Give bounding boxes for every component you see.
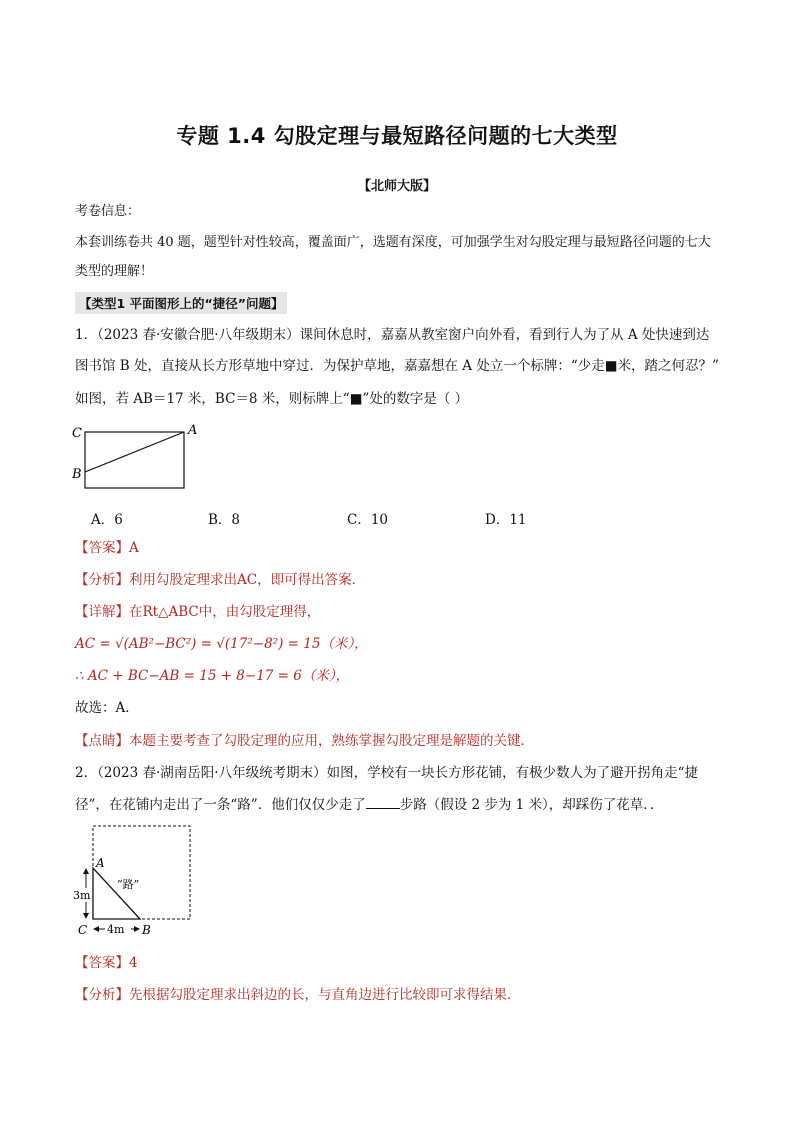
q2-road-label: “路” [117, 878, 140, 891]
q1-option-b: B．8 [208, 512, 241, 528]
q2-text-line-2b: 步路（假设 2 步为 1 米），却踩伤了花草．． [399, 797, 664, 813]
q1-answer-value: A [129, 540, 139, 556]
q1-answer-tag: 【答案】 [75, 540, 129, 556]
q2-text-line-2 [75, 795, 735, 815]
q1-detail [75, 602, 735, 622]
q2-answer [75, 953, 735, 973]
q2-flowerbed-figure [70, 822, 200, 940]
q1-analysis [75, 570, 735, 590]
q1-comment [75, 731, 735, 751]
q2-analysis-text: 先根据勾股定理求出斜边的长，与直角边进行比较即可求得结果． [129, 987, 521, 1003]
q1-choice: 故选：A． [75, 700, 139, 716]
page-title: 专题 1.4 勾股定理与最短路径问题的七大类型 [176, 124, 618, 148]
q2-answer-blank [366, 796, 400, 809]
q1-label-c: C [72, 426, 82, 441]
q2-text-line-2a: 径”，在花铺内走出了一条“路”．他们仅仅少走了 [75, 797, 366, 813]
q2-label-a: A [96, 856, 105, 870]
q2-label-c: C [78, 923, 88, 937]
q1-answer [75, 538, 735, 558]
q2-text-line-1: 2．（2023 春·湖南岳阳·八年级统考期末）如图，学校有一块长方形花铺，有极少数人为了避开拐角走“捷 [75, 765, 698, 781]
intro-line-1: 本套训练卷共 40 题，题型针对性较高，覆盖面广，选题有深度，可加强学生对勾股定理与最短路径问题的七大 [75, 235, 711, 250]
q2-answer-value: 4 [129, 955, 138, 971]
q2-base-arrow-left [93, 926, 99, 932]
q1-equation-2: ∴ AC + BC−AB = 15 + 8−17 = 6（米）， [75, 668, 350, 684]
q1-label-a: A [188, 423, 198, 438]
q2-right-triangle [93, 868, 140, 919]
q1-rectangle [85, 432, 184, 488]
q1-equation-1: AC = √(AB²−BC²) = √(17²−8²) = 15（米）， [75, 636, 368, 652]
intro-line-2: 类型的理解！ [75, 264, 154, 279]
q1-text-line-1: 1．（2023 春·安徽合肥·八年级期末）课间休息时，嘉嘉从教室窗户向外看，看到行人为了从 A 处快速到达 [75, 327, 710, 343]
q2-height-arrow-bottom [83, 913, 89, 919]
q1-label-b: B [72, 467, 82, 482]
edition-label: 【北师大版】 [357, 179, 436, 194]
q2-answer-tag: 【答案】 [75, 955, 129, 971]
q1-comment-tag: 【点睛】 [75, 733, 129, 749]
q1-detail-text: 在Rt△ABC中，由勾股定理得， [129, 604, 321, 620]
q1-option-a: A．6 [91, 512, 123, 528]
q2-label-b: B [142, 923, 151, 937]
q1-text-line-2: 图书馆 B 处，直接从长方形草地中穿过．为保护草地，嘉嘉想在 A 处立一个标牌：“少走■米，踏之何忍？” [75, 358, 719, 374]
q2-flowerbed-outline [93, 826, 190, 919]
q2-base-length-label: 4m [107, 923, 125, 936]
q1-detail-tag: 【详解】 [75, 604, 129, 620]
q1-option-d: D．11 [485, 512, 527, 528]
q1-analysis-text: 利用勾股定理求出AC，即可得出答案． [129, 572, 366, 588]
intro-label: 考卷信息： [75, 204, 141, 219]
q1-analysis-tag: 【分析】 [75, 572, 129, 588]
q2-base-arrow-right [134, 926, 140, 932]
q2-analysis-tag: 【分析】 [75, 987, 129, 1003]
q2-side-length-label: 3m [73, 889, 91, 902]
section-heading-type1: 【类型1 平面图形上的“捷径”问题】 [75, 292, 287, 314]
q1-text-line-3: 如图，若 AB＝17 米，BC＝8 米，则标牌上“■”处的数字是（ ） [75, 391, 469, 407]
q2-height-arrow-top [83, 868, 89, 874]
q1-diagonal-ab [85, 432, 184, 472]
q2-analysis [75, 985, 735, 1005]
q1-rectangle-figure [70, 422, 210, 494]
q1-option-c: C．10 [347, 512, 389, 528]
q1-comment-text: 本题主要考查了勾股定理的应用，熟练掌握勾股定理是解题的关键． [129, 733, 534, 749]
